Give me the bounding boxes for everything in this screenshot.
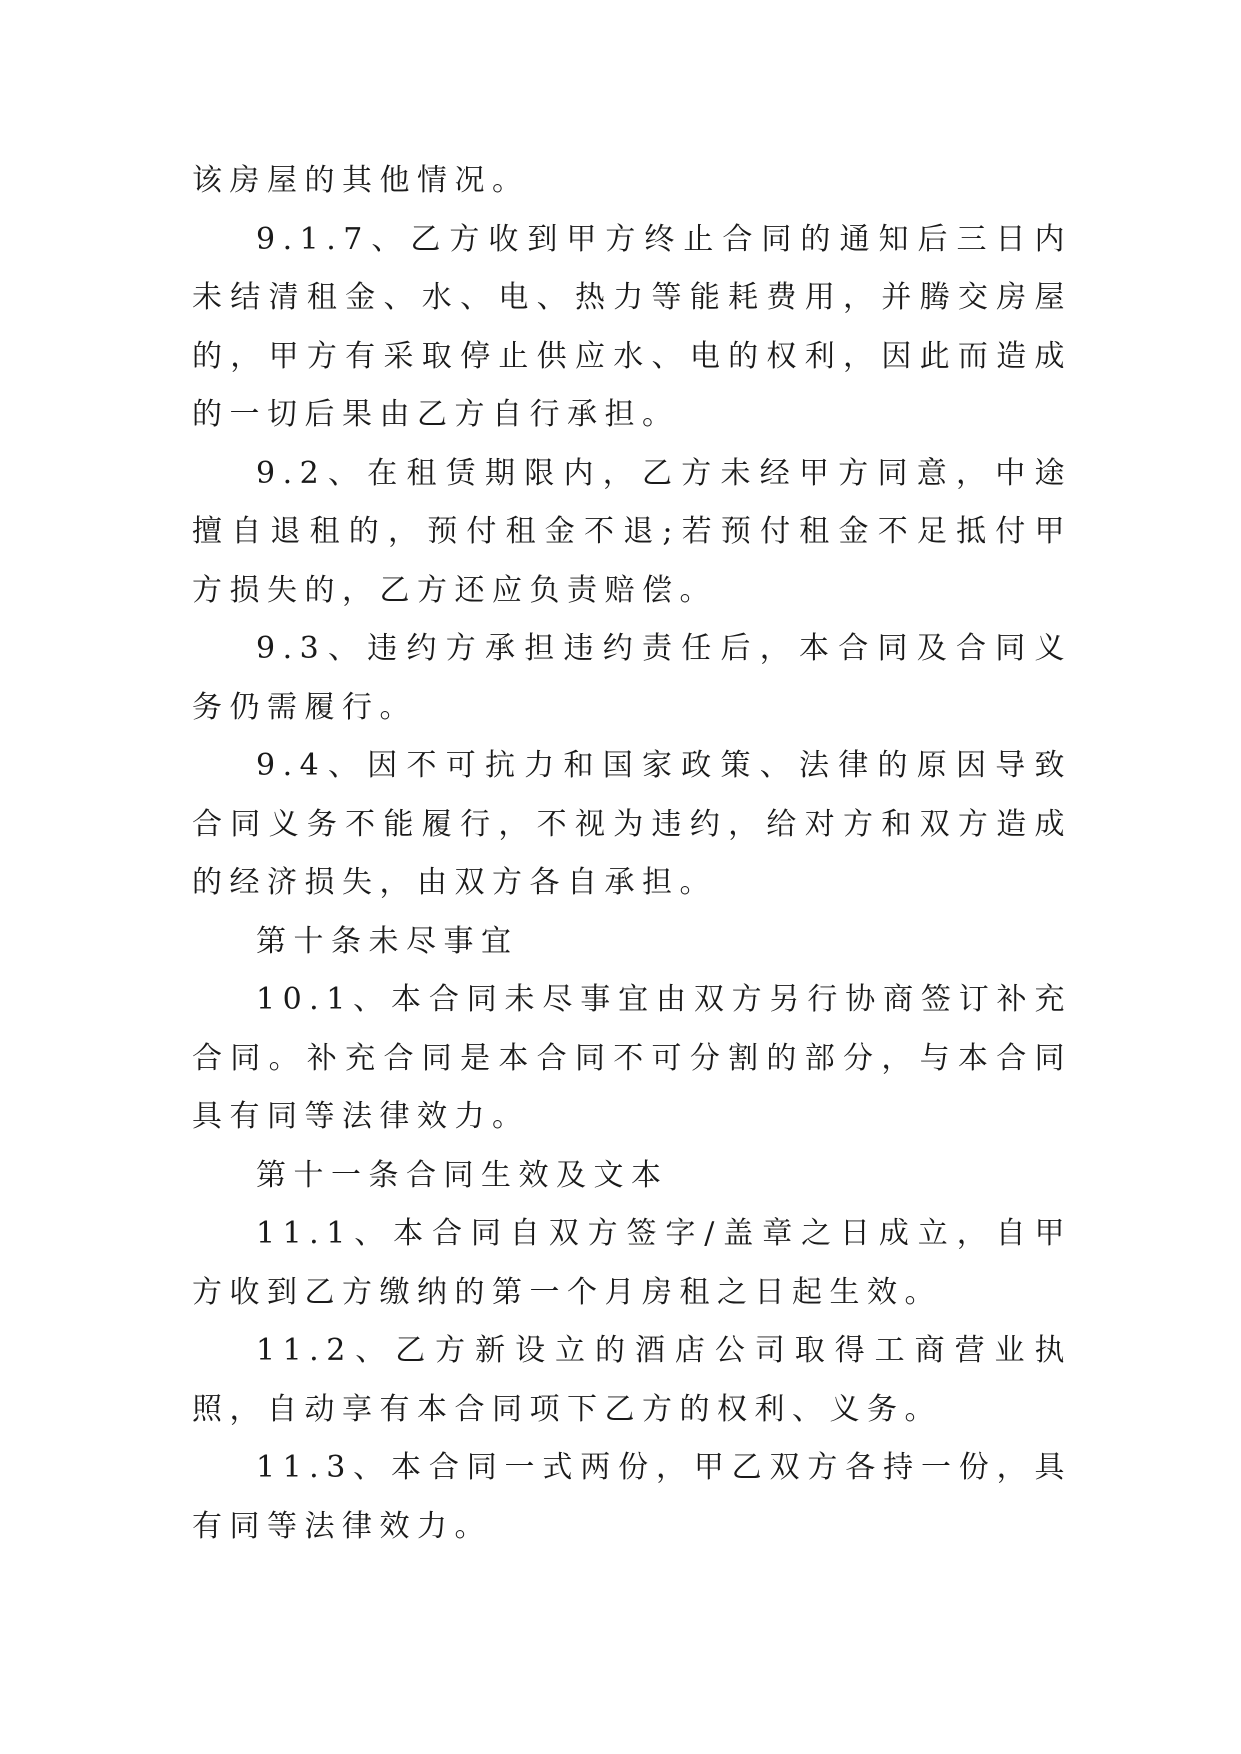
paragraph-9-3: 9.3、违约方承担违约责任后，本合同及合同义务仍需履行。 [192, 631, 1072, 725]
paragraph-9-1-7: 9.1.7、乙方收到甲方终止合同的通知后三日内未结清租金、水、电、热力等能耗费用，并腾交房屋的，甲方有采取停止供应水、电的权利，因此而造成的一切后果由乙方自行承担。 [192, 221, 1072, 432]
paragraph-11-1: 11.1、本合同自双方签字/盖章之日成立，自甲方收到乙方缴纳的第一个月房租之日起生效。 [192, 1216, 1072, 1310]
paragraph-10-1: 10.1、本合同未尽事宜由双方另行协商签订补充合同。补充合同是本合同不可分割的部分，与本合同具有同等法律效力。 [192, 982, 1072, 1134]
paragraph-9-4: 9.4、因不可抗力和国家政策、法律的原因导致合同义务不能履行，不视为违约，给对方和双方造成的经济损失，由双方各自承担。 [192, 748, 1072, 900]
document-body [192, 152, 1072, 1556]
section-heading-article-10: 第十条未尽事宜 [256, 923, 519, 959]
paragraph-11-3: 11.3、本合同一式两份，甲乙双方各持一份，具有同等法律效力。 [192, 1450, 1072, 1544]
paragraph-9-2: 9.2、在租赁期限内，乙方未经甲方同意，中途擅自退租的，预付租金不退;若预付租金不足抵付甲方损失的，乙方还应负责赔偿。 [192, 455, 1072, 608]
paragraph-11-2: 11.2、乙方新设立的酒店公司取得工商营业执照，自动享有本合同项下乙方的权利、义务。 [192, 1333, 1072, 1427]
section-heading-article-11: 第十一条合同生效及文本 [256, 1157, 669, 1193]
paragraph-other-conditions: 该房屋的其他情况。 [192, 163, 530, 198]
